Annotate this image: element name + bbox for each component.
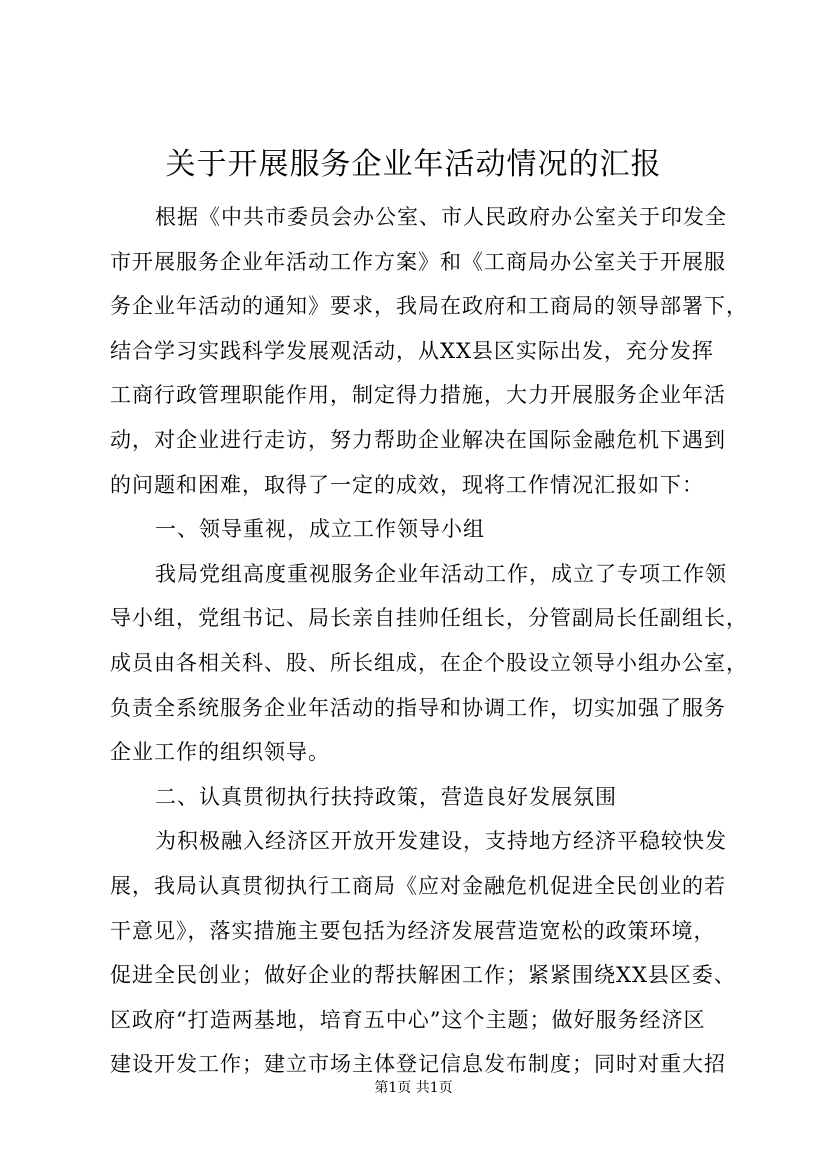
paragraph-line: 根据《中共市委员会办公室、市人民政府办公室关于印发全 (155, 205, 727, 229)
page-footer: 第1页 共1页 (374, 1080, 453, 1096)
paragraph-line: 区政府“打造两基地，培育五中心”这个主题；做好服务经济区 (110, 1007, 706, 1032)
paragraph-line: 为积极融入经济区开放开发建设，支持地方经济平稳较快发 (155, 829, 727, 854)
paragraph-line: 结合学习实践科学发展观活动，从XX县区实际出发，充分发挥 (110, 338, 714, 363)
section-heading: 二、认真贯彻执行扶持政策，营造良好发展氛围 (155, 784, 617, 809)
paragraph-line: 导小组，党组书记、局长亲自挂帅任组长，分管副局长任副组长， (110, 606, 748, 631)
paragraph-line: 建设开发工作；建立市场主体登记信息发布制度；同时对重大招 (110, 1052, 726, 1077)
paragraph-line: 的问题和困难，取得了一定的成效，现将工作情况汇报如下： (110, 472, 704, 497)
paragraph-line: 成员由各相关科、股、所长组成，在企个股设立领导小组办公室， (110, 650, 748, 675)
paragraph-line: 干意见》，落实措施主要包括为经济发展营造宽松的政策环境， (110, 918, 716, 943)
section-heading: 一、领导重视，成立工作领导小组 (155, 517, 485, 542)
paragraph-line: 市开展服务企业年活动工作方案》和《工商局办公室关于开展服 (110, 249, 726, 274)
document-title: 关于开展服务企业年活动情况的汇报 (165, 147, 662, 182)
paragraph-line: 企业工作的组织领导。 (110, 740, 330, 765)
paragraph-line: 促进全民创业；做好企业的帮扶解困工作；紧紧围绕XX县区委、 (110, 963, 736, 988)
paragraph-line: 动，对企业进行走访，努力帮助企业解决在国际金融危机下遇到 (110, 427, 726, 452)
paragraph-line: 务企业年活动的通知》要求，我局在政府和工商局的领导部署下， (110, 294, 748, 319)
paragraph-line: 负责全系统服务企业年活动的指导和协调工作，切实加强了服务 (110, 695, 726, 720)
paragraph-line: 展，我局认真贯彻执行工商局《应对金融危机促进全民创业的若 (110, 873, 726, 898)
paragraph-line: 工商行政管理职能作用，制定得力措施，大力开展服务企业年活 (110, 383, 726, 408)
document-body (110, 195, 750, 1087)
paragraph-line: 我局党组高度重视服务企业年活动工作，成立了专项工作领 (155, 561, 727, 586)
